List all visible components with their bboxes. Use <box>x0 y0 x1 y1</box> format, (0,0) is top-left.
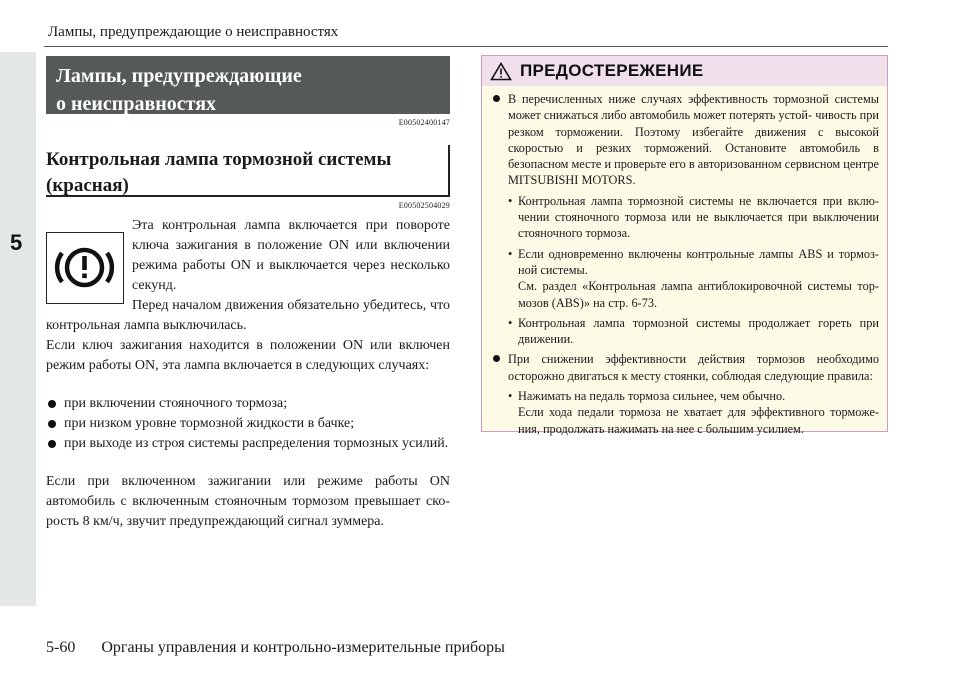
section-title-line1: Лампы, предупреждающие <box>56 65 302 87</box>
conditions-list <box>46 394 450 454</box>
subsection-title-line2: (красная) <box>46 175 129 196</box>
conditions-paragraph: Если ключ зажигания находится в положении ON или включен режим работы ON, эта лампа включается в следующих случаях: <box>46 338 450 373</box>
buzzer-paragraph: Если при включенном зажигании или режиме работы ON автомобиль с включенным стояночным тормозом превышает ско- рость 8 км/ч, звучит предупреждающий сигнал зуммера. <box>46 474 450 529</box>
warning-subitem: • Если одновременно включены контрольные лампы ABS и тормоз- ной системы. <box>508 246 879 277</box>
warning-title: ПРЕДОСТЕРЕЖЕНИЕ <box>520 61 704 80</box>
list-item: при выходе из строя системы распределения тормозных усилий. <box>46 434 450 454</box>
page-footer <box>46 639 505 657</box>
warning-body <box>482 86 887 441</box>
warning-subitem: • Нажимать на педаль тормоза сильнее, чем обычно. <box>508 389 786 404</box>
section-title-line2: о неисправностях <box>56 93 217 115</box>
warning-triangle-icon <box>490 62 512 81</box>
warning-box <box>481 55 888 436</box>
left-column <box>46 56 450 532</box>
subsection-title-line1: Контрольная лампа тормозной системы <box>46 149 392 170</box>
footer-chapter-title: Органы управления и контрольно-измерительные приборы <box>101 639 505 656</box>
intro-continued: Перед началом движения обязательно убедитесь, что контрольная лампа выключилась. <box>46 298 450 333</box>
section-code: E00502400147 <box>398 118 450 127</box>
warning-header <box>482 56 887 86</box>
chapter-number: 5 <box>10 230 23 255</box>
brake-warning-icon <box>47 233 122 302</box>
warning-subitem-reference: См. раздел «Контрольная лампа антиблокировочной системы тор- мозов (ABS)» на стр. 6-73. <box>518 279 879 310</box>
running-header: Лампы, предупреждающие о неисправностях <box>48 24 339 40</box>
warning-subitem: • Контрольная лампа тормозной системы не включается при вклю- чении стояночного тормоза или не выключается при выключении стояночного тормоза. <box>508 193 879 241</box>
warning-subitem: • Контрольная лампа тормозной системы продолжает гореть при движении. <box>508 315 879 347</box>
brake-warning-icon-box <box>46 232 124 304</box>
warning-item: При снижении эффективности действия тормозов необходимо осторожно двигаться к месту стоянки, соблюдая следующие правила: <box>492 351 879 384</box>
page-number: 5-60 <box>46 639 76 656</box>
warning-subitem-continued: Если хода педали тормоза не хватает для эффективного торможе- ния, продолжать нажимать на нее с большим усилием. <box>518 405 879 436</box>
header-rule <box>44 46 888 47</box>
list-item: при низком уровне тормозной жидкости в бачке; <box>46 414 450 434</box>
subsection-title <box>46 145 450 197</box>
subsection-code: E00502504029 <box>398 201 450 210</box>
intro-text: Эта контрольная лампа включается при повороте ключа зажигания в положение ON или включении режима работы ON и выключается через несколько секунд. <box>132 218 450 293</box>
warning-item: В перечисленных ниже случаях эффективность тормозной системы может снижаться либо автомобиль может потерять устой- чивость при резком торможении. Поэтому избегайте движения с высокой скоростью и резких торможений. Остановите автомобиль в безопасном месте и проверьте его в авторизованном сервисном центре MITSUBISHI MOTORS. <box>492 91 879 189</box>
list-item: при включении стояночного тормоза; <box>46 394 450 414</box>
section-title-box <box>46 56 450 114</box>
chapter-sidebar <box>0 52 36 606</box>
